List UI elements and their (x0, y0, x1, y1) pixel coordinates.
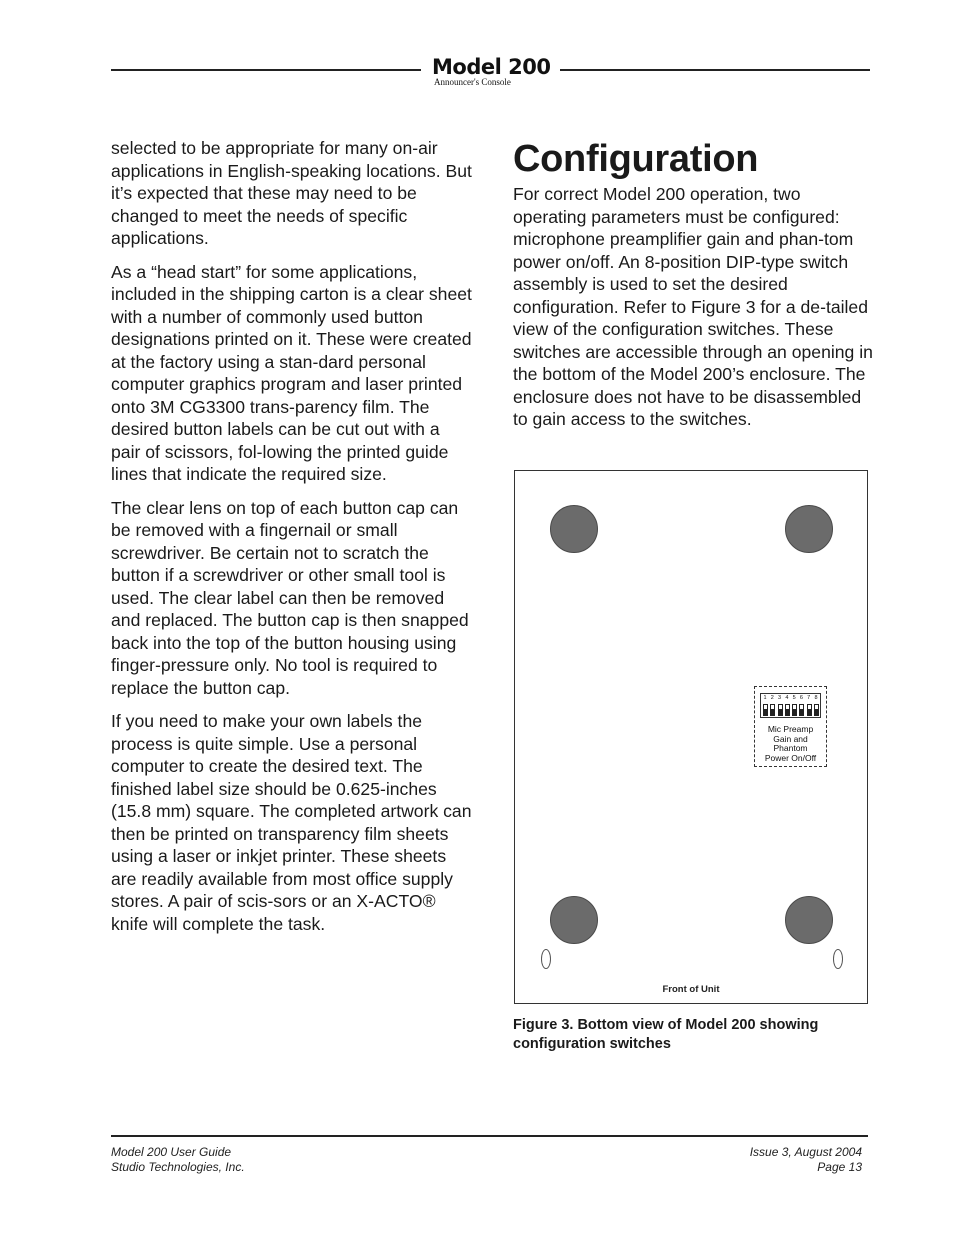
body-paragraph: selected to be appropriate for many on-air applications in English-speaking locations. But it’s expected that these may need to be changed to meet the needs of specific applications. (111, 138, 472, 248)
dip-label-line: Phantom (773, 743, 808, 754)
footer-company: Studio Technologies, Inc. (111, 1160, 245, 1174)
dip-key (792, 704, 797, 716)
slot-left (541, 949, 551, 969)
dip-number: 1 (763, 695, 767, 701)
section-heading: Configuration (513, 138, 759, 180)
body-paragraph: The clear lens on top of each button cap can be removed with a fingernail or small screwdriver. Be certain not to scratch the button if a screwdriver or other small tool is used. The clear label can then be removed and replaced. The button cap is then snapped back into the top of the button housing using finger-pressure only. No tool is required to replace the button cap. (111, 497, 469, 698)
right-column (513, 137, 873, 431)
dip-number: 4 (785, 695, 789, 701)
dip-key (785, 704, 790, 716)
dip-keys (763, 704, 819, 716)
dip-number: 7 (807, 695, 811, 701)
footer-page-number: Page 13 (817, 1160, 862, 1174)
dip-number: 8 (814, 695, 818, 701)
footer-doc-title: Model 200 User Guide (111, 1145, 232, 1159)
dip-number: 2 (770, 695, 774, 701)
logo-title: Model 200 (432, 55, 551, 79)
front-of-unit-label: Front of Unit (662, 984, 720, 995)
dip-label-line: Power On/Off (764, 752, 817, 763)
logo-subtitle: Announcer's Console (434, 77, 511, 87)
dip-label (755, 725, 826, 763)
left-column (111, 137, 473, 946)
foot-top-left (550, 505, 598, 553)
figure-bottom-view (514, 470, 868, 1004)
figure-caption (513, 1016, 873, 1054)
slot-right (833, 949, 843, 969)
header-logo (432, 56, 552, 87)
body-paragraph: For correct Model 200 operation, two operating parameters must be configured: microphone preamplifier gain and phan-tom power on/off. An 8-position DIP-type switch assembly is used to set the desired configuration. Refer to Figure 3 for a de-tailed view of the configuration switches. These switches are accessible through an opening in the bottom of the Model 200’s enclosure. The enclosure does not have to be disassembled to gain access to the switches. (513, 184, 873, 429)
dip-label-line: Mic Preamp (767, 724, 814, 734)
foot-bottom-right (785, 896, 833, 944)
dip-number: 5 (792, 695, 796, 701)
header-rule-right (560, 69, 870, 71)
dip-label-line: Gain and (773, 733, 808, 744)
dip-switch-assembly (760, 693, 821, 718)
dip-key (763, 704, 768, 716)
body-paragraph: As a “head start” for some applications, included in the shipping carton is a clear sheet with a number of commonly used button designations printed on it. These were created at the factory using a stan-dard personal computer graphics program and laser printed onto 3M CG3300 trans-parency film. The desired button labels can be cut out with a pair of scissors, fol-lowing the printed guide lines that indicate the required size. (111, 261, 472, 484)
foot-top-right (785, 505, 833, 553)
dip-position-numbers (762, 695, 819, 702)
footer-rule (111, 1135, 868, 1137)
dip-key (770, 704, 775, 716)
caption-line: Figure 3. Bottom view of Model 200 showing (513, 1017, 819, 1033)
footer-right (750, 1145, 862, 1175)
dip-number: 6 (799, 695, 803, 701)
dip-switch-opening (754, 686, 827, 767)
dip-number: 3 (778, 695, 782, 701)
dip-key (778, 704, 783, 716)
dip-key (799, 704, 804, 716)
dip-key (807, 704, 812, 716)
caption-line: configuration switches (513, 1036, 671, 1052)
dip-key (814, 704, 819, 716)
footer-issue: Issue 3, August 2004 (749, 1145, 862, 1159)
header-rule-left (111, 69, 421, 71)
foot-bottom-left (550, 896, 598, 944)
body-paragraph: If you need to make your own labels the process is quite simple. Use a personal computer to create the desired text. The finished label size should be 0.625-inches (15.8 mm) square. The completed artwork can then be printed on transparency film sheets using a laser or inkjet printer. These sheets are readily available from most office supply stores. A pair of scis-sors or an X-ACTO® knife will complete the task. (111, 711, 472, 934)
footer-left (111, 1145, 245, 1175)
